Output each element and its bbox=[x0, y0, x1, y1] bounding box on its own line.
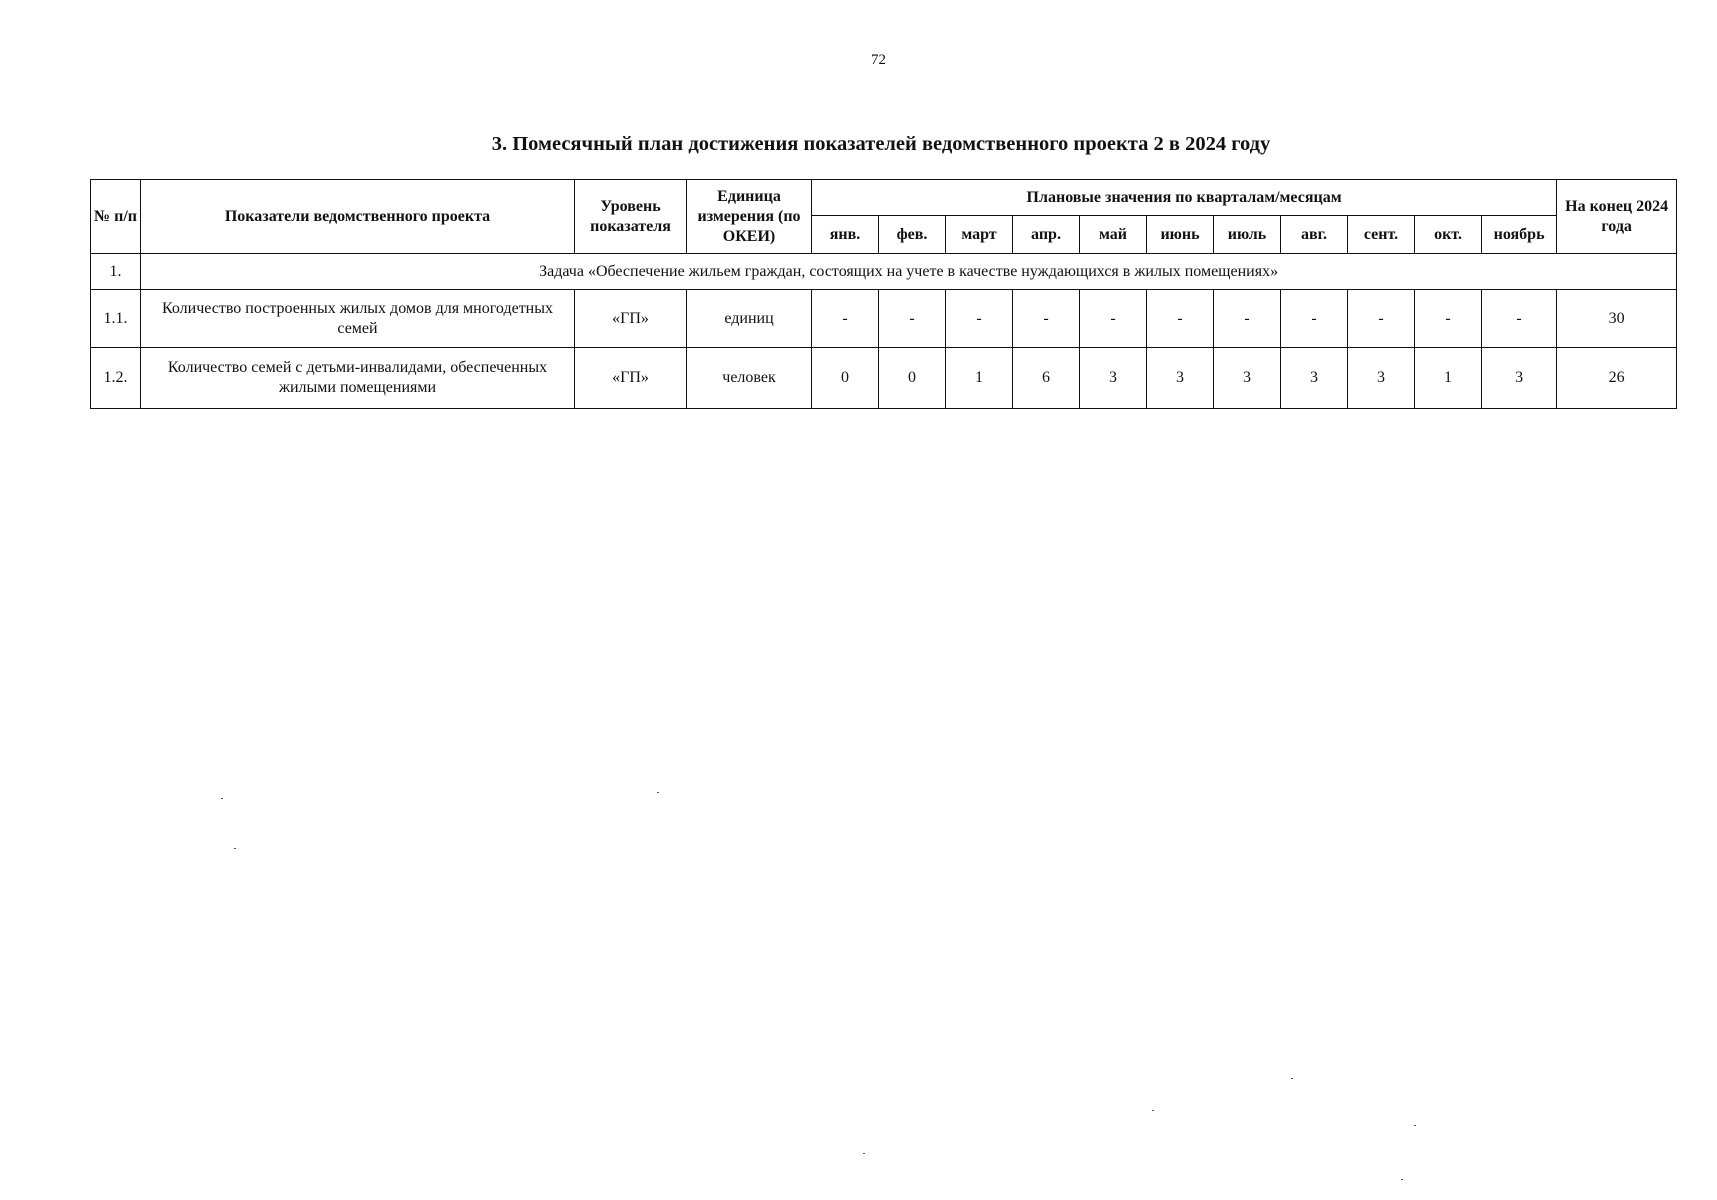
row-month-value: 3 bbox=[1482, 348, 1557, 409]
row-level: «ГП» bbox=[575, 290, 687, 348]
row-unit: человек bbox=[687, 348, 812, 409]
header-month: март bbox=[946, 216, 1013, 254]
header-month: апр. bbox=[1013, 216, 1080, 254]
document-title: 3. Помесячный план достижения показателей ведомственного проекта 2 в 2024 году bbox=[491, 133, 1271, 155]
header-month: июнь bbox=[1147, 216, 1214, 254]
row-indicator: Количество семей с детьми-инвалидами, обеспеченных жилыми помещениями bbox=[141, 348, 575, 409]
scan-speck bbox=[657, 792, 659, 793]
row-month-value: 0 bbox=[812, 348, 879, 409]
row-month-value: 3 bbox=[1348, 348, 1415, 409]
header-indicator: Показатели ведомственного проекта bbox=[141, 180, 575, 254]
row-month-value: - bbox=[1013, 290, 1080, 348]
row-month-value: - bbox=[1415, 290, 1482, 348]
row-num: 1.1. bbox=[91, 290, 141, 348]
scan-speck bbox=[1152, 1110, 1154, 1111]
header-month: янв. bbox=[812, 216, 879, 254]
page-number: 72 bbox=[871, 52, 886, 68]
header-month: май bbox=[1080, 216, 1147, 254]
header-month: ноябрь bbox=[1482, 216, 1557, 254]
row-year-end: 26 bbox=[1557, 348, 1677, 409]
header-month: окт. bbox=[1415, 216, 1482, 254]
row-month-value: - bbox=[1080, 290, 1147, 348]
row-month-value: 1 bbox=[1415, 348, 1482, 409]
task-row bbox=[91, 254, 1677, 290]
row-month-value: 6 bbox=[1013, 348, 1080, 409]
header-year-end: На конец 2024 года bbox=[1557, 180, 1677, 254]
row-month-value: 0 bbox=[879, 348, 946, 409]
monthly-plan-table bbox=[90, 179, 1677, 409]
row-month-value: 1 bbox=[946, 348, 1013, 409]
header-month: авг. bbox=[1281, 216, 1348, 254]
row-year-end: 30 bbox=[1557, 290, 1677, 348]
row-month-value: - bbox=[879, 290, 946, 348]
header-month: июль bbox=[1214, 216, 1281, 254]
table-row bbox=[91, 348, 1677, 409]
scan-speck bbox=[234, 848, 236, 849]
header-level: Уровень показателя bbox=[575, 180, 687, 254]
row-level: «ГП» bbox=[575, 348, 687, 409]
header-unit: Единица измерения (по ОКЕИ) bbox=[687, 180, 812, 254]
row-num: 1.2. bbox=[91, 348, 141, 409]
row-indicator: Количество построенных жилых домов для многодетных семей bbox=[141, 290, 575, 348]
row-month-value: - bbox=[812, 290, 879, 348]
table-header-row bbox=[91, 180, 1677, 216]
scan-speck bbox=[1291, 1078, 1293, 1079]
row-month-value: - bbox=[946, 290, 1013, 348]
row-unit: единиц bbox=[687, 290, 812, 348]
task-num: 1. bbox=[91, 254, 141, 290]
row-month-value: - bbox=[1482, 290, 1557, 348]
header-planned-group: Плановые значения по кварталам/месяцам bbox=[812, 180, 1557, 216]
task-text: Задача «Обеспечение жильем граждан, состоящих на учете в качестве нуждающихся в жилых помещениях» bbox=[141, 254, 1677, 290]
table-row bbox=[91, 290, 1677, 348]
header-num: № п/п bbox=[91, 180, 141, 254]
scan-speck bbox=[1401, 1179, 1403, 1180]
scan-speck bbox=[863, 1153, 865, 1154]
row-month-value: 3 bbox=[1281, 348, 1348, 409]
header-month: сент. bbox=[1348, 216, 1415, 254]
row-month-value: 3 bbox=[1147, 348, 1214, 409]
row-month-value: - bbox=[1281, 290, 1348, 348]
row-month-value: - bbox=[1214, 290, 1281, 348]
scan-speck bbox=[1414, 1125, 1416, 1126]
row-month-value: - bbox=[1348, 290, 1415, 348]
scan-speck bbox=[221, 798, 223, 799]
header-month: фев. bbox=[879, 216, 946, 254]
row-month-value: - bbox=[1147, 290, 1214, 348]
row-month-value: 3 bbox=[1080, 348, 1147, 409]
row-month-value: 3 bbox=[1214, 348, 1281, 409]
